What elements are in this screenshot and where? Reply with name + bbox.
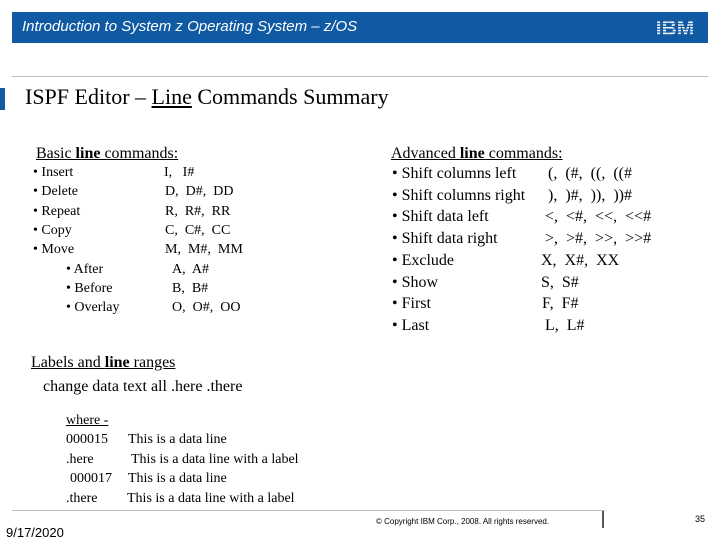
line-text: This is a data line with a label [127,490,295,506]
line-number: 000017 [70,471,112,486]
advanced-command-label: • Show [392,273,439,291]
change-command-example: change data text all .here .there [43,378,243,395]
footer-divider [12,510,605,511]
line-number: .here [66,451,94,467]
line-text: This is a data line with a label [131,451,299,467]
ibm-logo [652,16,698,38]
where-label: where - [66,413,109,428]
footer-separator [602,511,604,528]
advanced-command-label: • Shift data left [392,208,489,226]
basic-command-code: D, D#, DD [165,184,234,200]
basic-command-code: R, R#, RR [165,203,231,219]
basic-command-code: M, M#, MM [165,242,243,258]
advanced-command-label: • Exclude [392,251,455,269]
basic-command-code: I, I# [164,165,195,180]
basic-command-label: • Copy [33,222,72,238]
advanced-command-code: F, F# [542,295,579,313]
footer-copyright: © Copyright IBM Corp., 2008. All rights reserved. [376,517,550,526]
basic-command-label: • After [66,261,104,277]
line-number: 000015 [66,432,108,447]
advanced-command-label: • Last [392,316,430,334]
line-text: This is a data line [128,432,227,447]
presentation-title: Introduction to System z Operating System – z/OS [22,18,358,35]
basic-command-code: C, C#, CC [165,222,231,238]
labels-heading: Labels and line ranges [31,354,176,371]
advanced-command-code: L, L# [545,316,585,334]
basic-command-label: • Repeat [33,203,81,219]
basic-command-code: O, O#, OO [172,300,241,316]
advanced-command-label: • Shift columns left [392,165,517,182]
advanced-command-label: • Shift columns right [392,186,526,204]
basic-command-code: A, A# [172,261,209,277]
basic-command-label: • Insert [33,165,74,180]
advanced-command-code: (, (#, ((, ((# [548,165,632,182]
slide-title: ISPF Editor – Line Commands Summary [25,84,389,109]
advanced-command-code: ), )#, )), ))# [548,186,632,204]
basic-command-code: B, B# [172,280,209,296]
footer-date: 9/17/2020 [6,525,64,540]
title-accent-bar [0,88,5,110]
line-text: This is a data line [128,471,227,486]
svg-text:IBM: IBM [655,17,695,38]
basic-commands-heading: Basic line commands: [36,145,179,162]
basic-command-label: • Before [66,280,113,296]
basic-command-label: • Move [33,242,75,258]
advanced-command-code: S, S# [541,273,579,291]
header-bar [12,12,708,43]
page-number: 35 [695,514,706,524]
title-divider [12,76,708,77]
advanced-command-code: >, >#, >>, >># [545,230,652,248]
advanced-command-code: <, <#, <<, <<# [545,208,652,226]
advanced-command-label: • Shift data right [392,230,498,248]
line-number: .there [66,490,98,506]
basic-command-label: • Delete [33,184,78,200]
advanced-commands-heading: Advanced line commands: [391,145,563,162]
basic-command-label: • Overlay [66,300,120,316]
advanced-command-label: • First [392,295,431,313]
advanced-command-code: X, X#, XX [541,251,620,269]
